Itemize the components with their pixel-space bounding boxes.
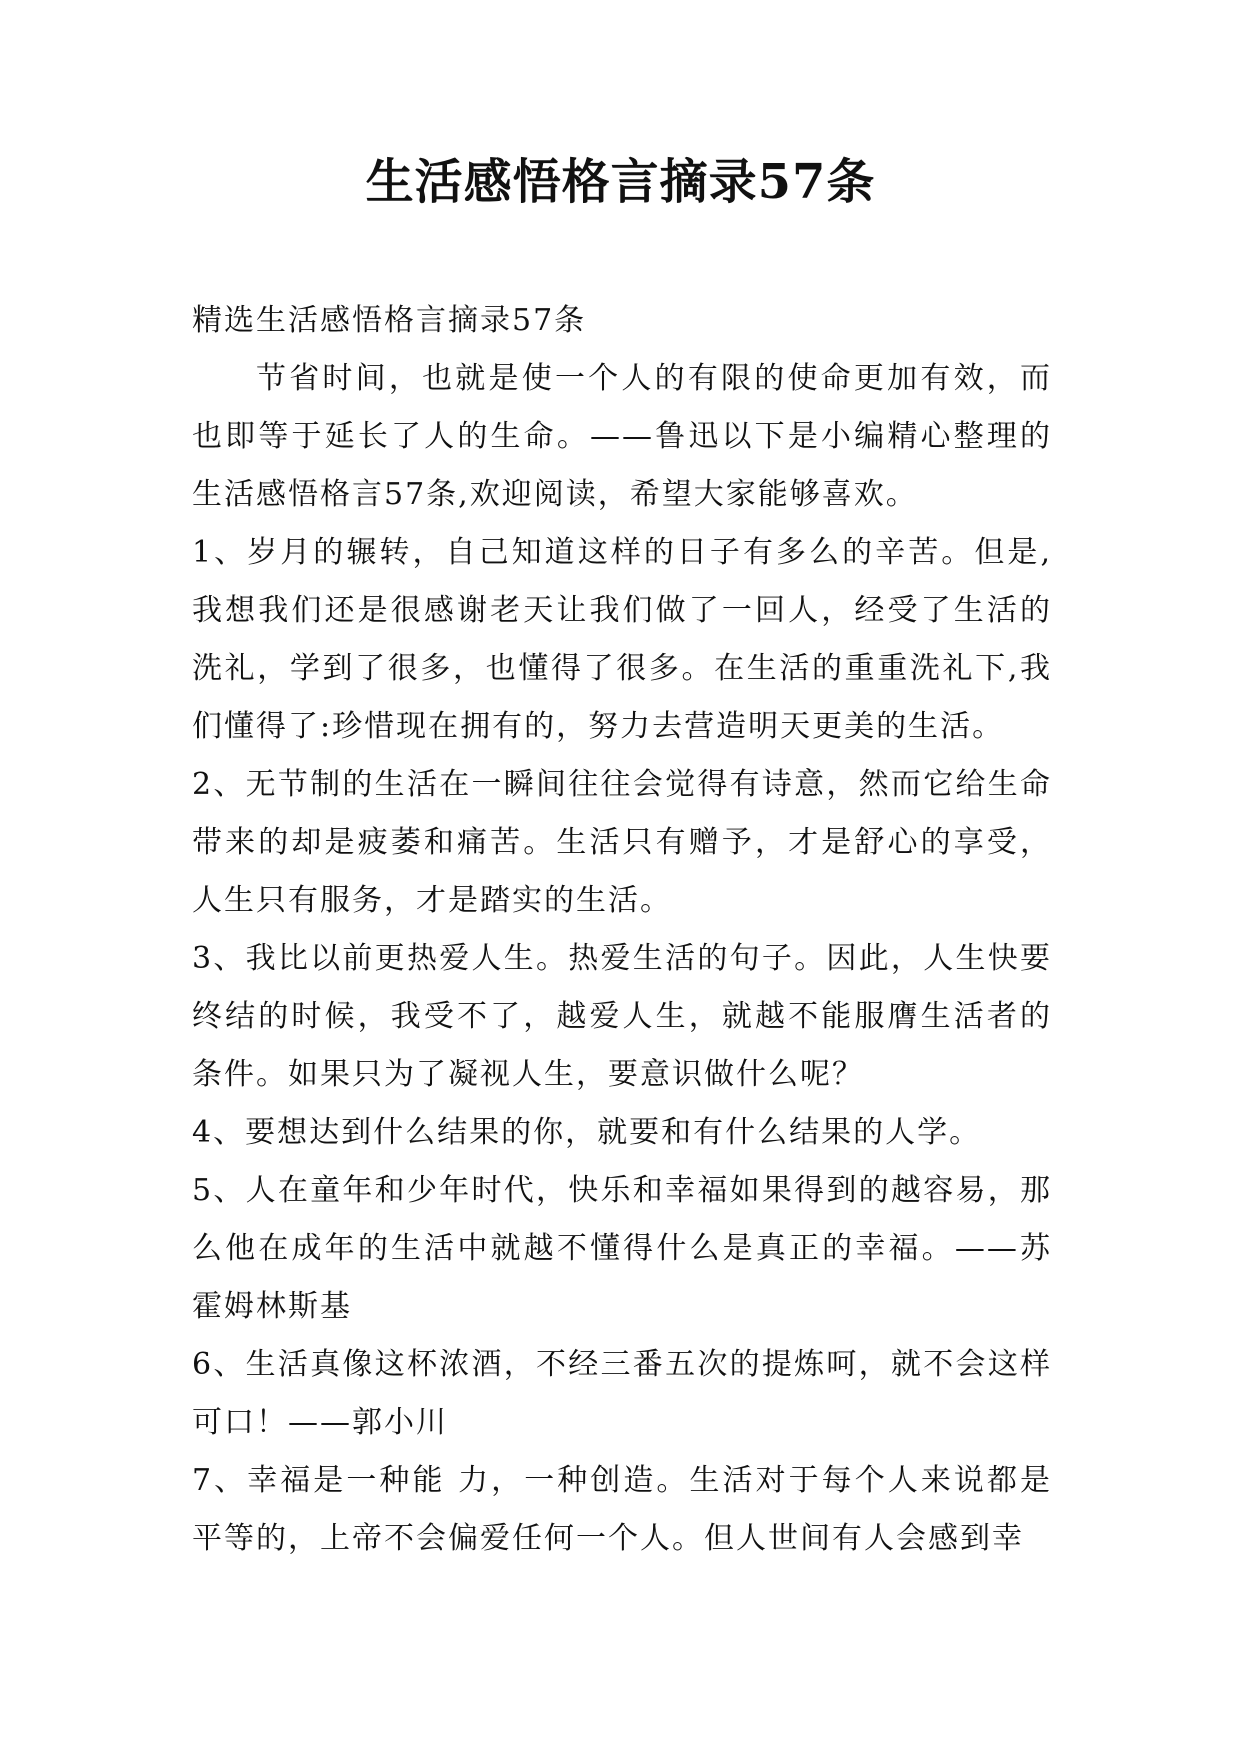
subtitle: 精选生活感悟格言摘录57条	[192, 303, 587, 338]
quote-item-7: 7、幸福是一种能 力，一种创造。生活对于每个人来说都是平等的，上帝不会偏爱任何一个人。但人世间有人会感到幸	[192, 1463, 1052, 1556]
quote-item-3: 3、我比以前更热爱人生。热爱生活的句子。因此，人生快要终结的时候，我受不了，越爱人生，就越不能服膺生活者的条件。如果只为了凝视人生，要意识做什么呢？	[192, 941, 1052, 1092]
quote-item-1: 1、岁月的辗转，自己知道这样的日子有多么的辛苦。但是,我想我们还是很感谢老天让我们做了一回人，经受了生活的洗礼，学到了很多，也懂得了很多。在生活的重重洗礼下,我们懂得了:珍惜现在拥有的，努力去营造明天更美的生活。	[192, 535, 1052, 744]
document-body	[192, 292, 1052, 1568]
quote-item-6: 6、生活真像这杯浓酒，不经三番五次的提炼呵，就不会这样可口！——郭小川	[192, 1347, 1052, 1440]
quote-item-4: 4、要想达到什么结果的你，就要和有什么结果的人学。	[192, 1115, 982, 1150]
quote-item-5: 5、人在童年和少年时代，快乐和幸福如果得到的越容易，那么他在成年的生活中就越不懂得什么是真正的幸福。——苏霍姆林斯基	[192, 1173, 1052, 1324]
quote-item-2: 2、无节制的生活在一瞬间往往会觉得有诗意，然而它给生命带来的却是疲萎和痛苦。生活只有赠予，才是舒心的享受，人生只有服务，才是踏实的生活。	[192, 767, 1052, 918]
page-title: 生活感悟格言摘录57条	[365, 154, 876, 210]
intro-paragraph: 节省时间，也就是使一个人的有限的使命更加有效，而也即等于延长了人的生命。——鲁迅以下是小编精心整理的生活感悟格言57条,欢迎阅读，希望大家能够喜欢。	[192, 361, 1052, 512]
